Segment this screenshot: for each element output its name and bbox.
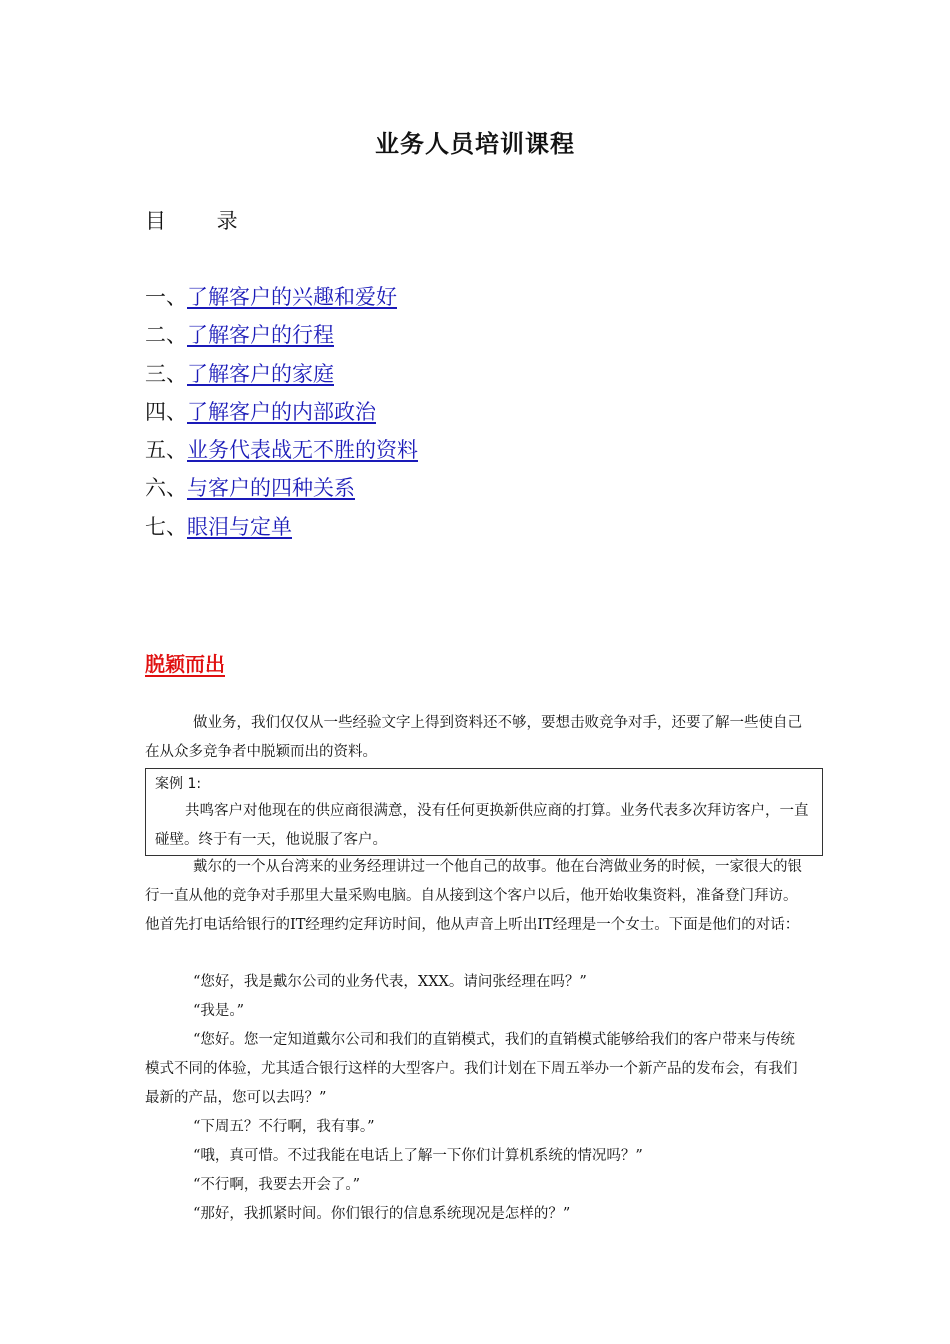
document-title: 业务人员培训课程 [375, 130, 575, 158]
toc-item [145, 319, 418, 357]
toc-link[interactable]: 了解客户的兴趣和爱好 [187, 285, 397, 309]
dialogue-line: “您好，我是戴尔公司的业务代表，XXX。请问张经理在吗？” [193, 974, 587, 990]
toc-item [145, 511, 418, 549]
case-title: 案例 1: [155, 776, 202, 792]
toc-item [145, 472, 418, 510]
case-box [145, 768, 823, 856]
table-of-contents [145, 281, 418, 549]
toc-item-number: 七、 [145, 514, 187, 539]
dialogue-line: “那好，我抓紧时间。你们银行的信息系统现况是怎样的？” [193, 1206, 571, 1222]
toc-link[interactable]: 了解客户的行程 [187, 323, 334, 348]
intro-paragraph: 做业务，我们仅仅从一些经验文字上得到资料还不够，要想击败竞争对手，还要了解一些使自己在从众多竞争者中脱颖而出的资料。 [145, 715, 802, 760]
toc-item [145, 281, 418, 319]
section-heading[interactable]: 脱颖而出 [145, 652, 225, 676]
case-body: 共鸣客户对他现在的供应商很满意，没有任何更换新供应商的打算。业务代表多次拜访客户，一直碰壁。终于有一天，他说服了客户。 [155, 803, 809, 848]
toc-item [145, 396, 418, 434]
toc-link[interactable]: 业务代表战无不胜的资料 [187, 438, 418, 463]
toc-item-number: 二、 [145, 323, 187, 348]
toc-link[interactable]: 了解客户的内部政治 [187, 399, 376, 424]
dialogue-line: “下周五？不行啊，我有事。” [193, 1119, 375, 1135]
dialogue [145, 968, 805, 1229]
dialogue-line: “我是。” [193, 1003, 245, 1019]
dialogue-line: “您好。您一定知道戴尔公司和我们的直销模式，我们的直销模式能够给我们的客户带来与传统模式不同的体验，尤其适合银行这样的大型客户。我们计划在下周五举办一个新产品的发布会，有我们最新的产品，您可以去吗？” [145, 1032, 798, 1106]
toc-item [145, 358, 418, 396]
dialogue-line: “哦，真可惜。不过我能在电话上了解一下你们计算机系统的情况吗？” [193, 1148, 643, 1164]
toc-link[interactable]: 眼泪与定单 [187, 514, 292, 539]
toc-link[interactable]: 与客户的四种关系 [187, 476, 355, 501]
toc-item [145, 434, 418, 472]
toc-heading: 目 录 [145, 209, 260, 233]
toc-item-number: 五、 [145, 438, 187, 463]
toc-item-number: 六、 [145, 476, 187, 501]
toc-item-number: 三、 [145, 361, 187, 386]
toc-item-number: 四、 [145, 399, 187, 424]
toc-item-number: 一、 [145, 285, 187, 309]
dialogue-line: “不行啊，我要去开会了。” [193, 1177, 361, 1193]
story-paragraph: 戴尔的一个从台湾来的业务经理讲过一个他自己的故事。他在台湾做业务的时候，一家很大的银行一直从他的竞争对手那里大量采购电脑。自从接到这个客户以后，他开始收集资料，准备登门拜访。他首先打电话给银行的IT经理约定拜访时间，他从声音上听出IT经理是一个女士。下面是他们的对话： [145, 859, 802, 933]
toc-link[interactable]: 了解客户的家庭 [187, 361, 334, 386]
